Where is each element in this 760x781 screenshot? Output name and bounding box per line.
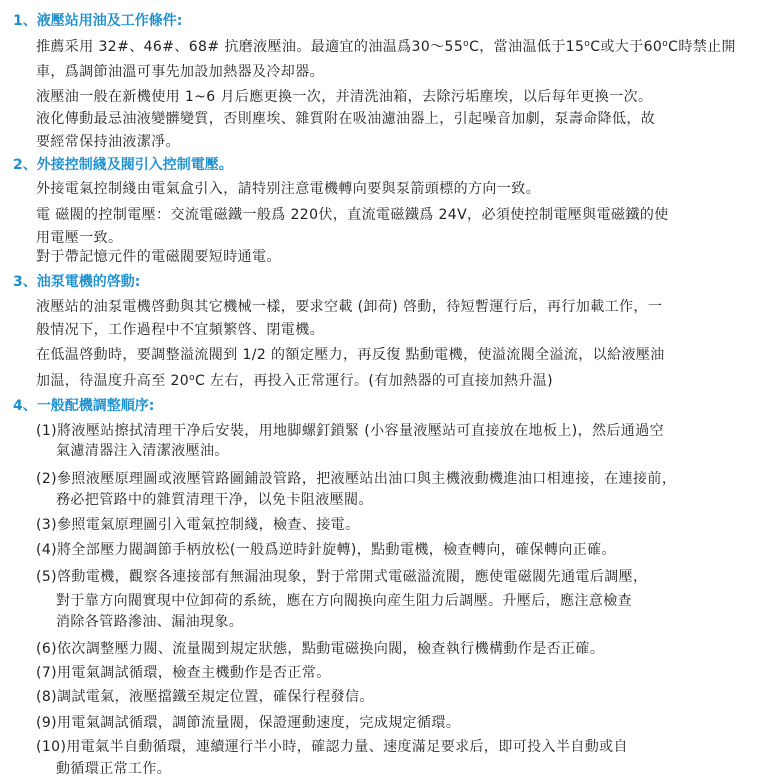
section-2-line-4: 對于帶記憶元件的電磁閥要短時通電。	[36, 249, 281, 265]
step-9: (9)用電氣調試循環，調節流量閥，保證運動速度，完成規定循環。	[36, 715, 461, 731]
section-1-line-2: 車，爲調節油溫可事先加設加熱器及冷却器。	[36, 64, 324, 80]
step-1-line-1: (1)將液壓站擦拭清理干净后安裝，用地脚螺釘鎖緊 (小容量液壓站可直接放在地板上)，然后通過空	[36, 423, 665, 439]
step-1-line-2: 氣濾清器注入清潔液壓油。	[56, 443, 229, 459]
section-1-heading: 1、液壓站用油及工作條件:	[13, 13, 183, 29]
section-2-line-2: 電 磁閥的控制電壓：交流電磁鐵一般爲 220伏，直流電磁鐵爲 24V，必須使控制電壓與電磁鐵的使	[36, 207, 669, 223]
section-3-line-3: 在低温啓動時，要調整溢流閥到 1/2 的額定壓力，再反復 點動電機，使溢流閥全溢流，以給液壓油	[36, 347, 665, 363]
step-8: (8)調試電氣，液壓擋鐵至規定位置，確保行程發信。	[36, 689, 374, 705]
step-5-line-1: (5)啓動電機，觀察各連接部有無漏油現象，對于常開式電磁溢流閥，應使電磁閥先通電后調壓，	[36, 569, 648, 585]
section-3-line-4: 加温，待温度升高至 20$^o$C 左右，再投入正常運行。(有加熱器的可直接加熱升温)	[36, 373, 553, 389]
section-3-line-1: 液壓站的油泵電機啓動與其它機械一樣，要求空載 (卸荷) 啓動，待短暫運行后，再行加載工作，一	[36, 299, 663, 315]
section-3-heading: 3、油泵電機的啓動:	[13, 274, 141, 290]
step-4: (4)將全部壓力閥調節手柄放松(一般爲逆時針旋轉)，點動電機，檢查轉向，確保轉向正確。	[36, 542, 616, 558]
step-5-line-2: 對于靠方向閥實現中位卸荷的系統，應在方向閥换向産生阻力后調壓。升壓后，應注意檢查	[56, 593, 632, 609]
section-3-line-2: 般情况下，工作過程中不宜頻繁啓、閉電機。	[36, 322, 324, 338]
section-4-heading: 4、一般配機調整順序:	[13, 398, 155, 414]
section-2-line-1: 外接電氣控制綫由電氣盒引入，請特别注意電機轉向要與泵箭頭標的方向一致。	[36, 181, 540, 197]
section-1-line-3: 液壓油一般在新機使用 1~6 月后應更換一次，并清洗油箱，去除污垢塵埃，以后每年更換一次。	[36, 89, 653, 105]
step-5-line-3: 消除各管路滲油、漏油現象。	[56, 614, 244, 630]
step-2-line-2: 務必把管路中的雜質清理干净，以免卡阻液壓閥。	[56, 492, 373, 508]
section-1-line-5: 要經常保持油液潔凈。	[36, 134, 180, 150]
step-6: (6)依次調整壓力閥、流量閥到規定狀態，點動電磁换向閥，檢查執行機構動作是否正確。	[36, 641, 605, 657]
section-1-line-4: 液化傳動最忌油液變髒變質，否則塵埃、雜質附在吸油濾油器上，引起噪音加劇，泵壽命降低，故	[36, 111, 656, 127]
section-1-line-1: 推薦采用 32#、46#、68# 抗磨液壓油。最適宜的油温爲30～55$^o$C，當油温低于15$^o$C或大于60$^o$C時禁止開	[36, 39, 736, 55]
step-10-line-1: (10)用電氣半自動循環，連續運行半小時，確認力量、速度滿足要求后，即可投入半自動或自	[36, 739, 628, 755]
section-2-line-3: 用電壓一致。	[36, 230, 123, 246]
step-2-line-1: (2)參照液壓原理圖或液壓管路圖鋪設管路，把液壓站出油口與主機液動機進油口相連接，在連接前，	[36, 471, 677, 487]
section-2-heading: 2、外接控制綫及閥引入控制電壓。	[13, 157, 233, 173]
step-10-line-2: 動循環正常工作。	[56, 761, 172, 777]
step-7: (7)用電氣調試循環，檢查主機動作是否正常。	[36, 665, 331, 681]
step-3: (3)參照電氣原理圖引入電氣控制綫，檢查、接電。	[36, 517, 360, 533]
